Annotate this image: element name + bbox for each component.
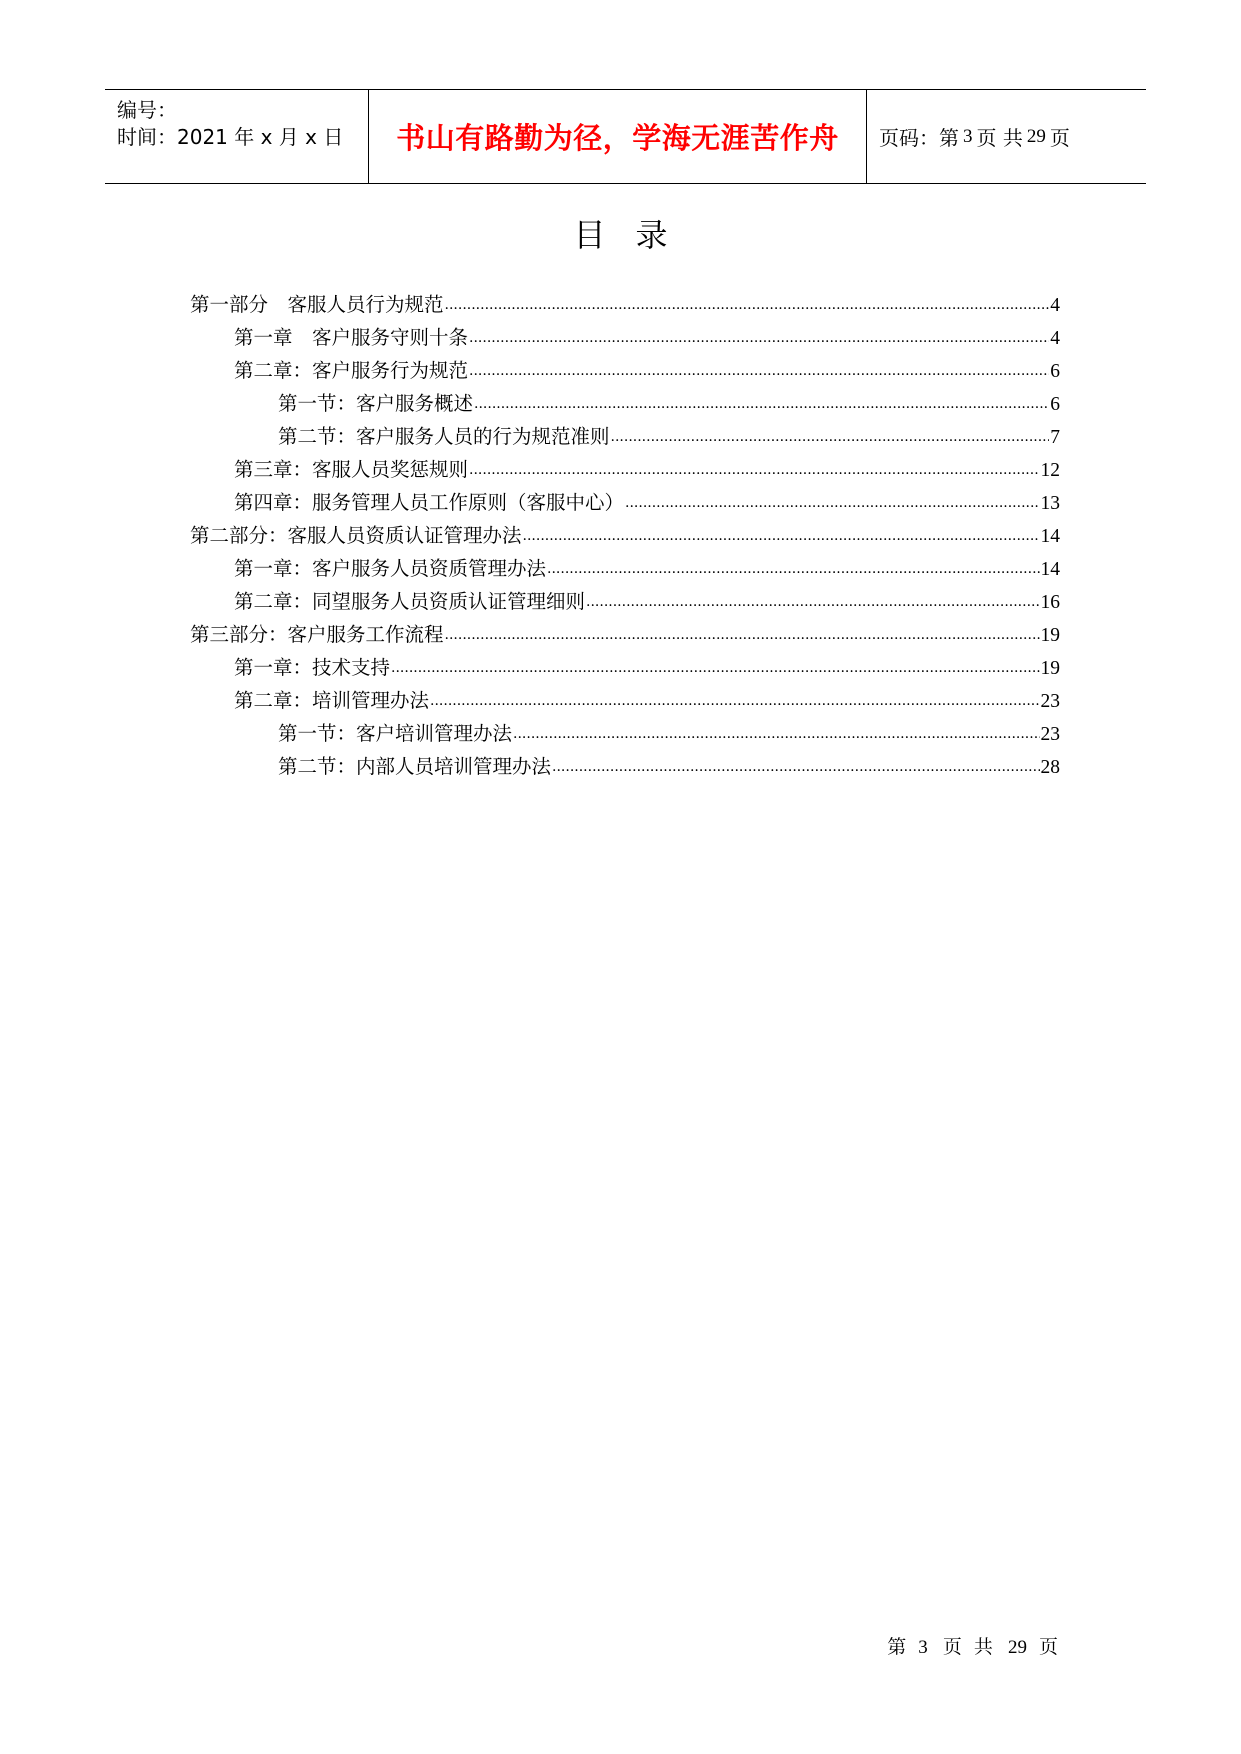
toc-entry-page: 7 bbox=[1050, 427, 1060, 448]
toc-entry[interactable] bbox=[190, 652, 1060, 685]
footer-page-current: 3 bbox=[918, 1637, 928, 1658]
table-of-contents bbox=[190, 289, 1060, 784]
toc-leader-dots bbox=[586, 589, 1039, 609]
footer-mid2: 共 bbox=[973, 1636, 993, 1658]
toc-entry-title: 第三部分：客户服务工作流程 bbox=[190, 623, 444, 646]
toc-entry[interactable] bbox=[190, 355, 1060, 388]
toc-entry-page: 6 bbox=[1050, 361, 1060, 382]
toc-leader-dots bbox=[430, 688, 1039, 708]
toc-entry[interactable] bbox=[190, 421, 1060, 454]
toc-entry-page: 4 bbox=[1050, 328, 1060, 349]
toc-entry-title: 第一节：客户服务概述 bbox=[278, 392, 474, 415]
toc-leader-dots bbox=[469, 358, 1049, 378]
toc-entry-page: 23 bbox=[1040, 724, 1060, 745]
toc-entry-page: 4 bbox=[1050, 295, 1060, 316]
toc-leader-dots bbox=[469, 457, 1039, 477]
toc-entry[interactable] bbox=[190, 619, 1060, 652]
footer-prefix: 第 bbox=[887, 1636, 907, 1658]
toc-entry[interactable] bbox=[190, 718, 1060, 751]
toc-entry[interactable] bbox=[190, 751, 1060, 784]
toc-leader-dots bbox=[445, 292, 1050, 312]
toc-entry[interactable] bbox=[190, 289, 1060, 322]
toc-leader-dots bbox=[445, 622, 1040, 642]
toc-leader-dots bbox=[391, 655, 1039, 675]
toc-entry-title: 第一节：客户培训管理办法 bbox=[278, 722, 513, 745]
toc-entry[interactable] bbox=[190, 685, 1060, 718]
toc-entry-title: 第二节：客户服务人员的行为规范准则 bbox=[278, 425, 610, 448]
header-page-current: 3 bbox=[963, 125, 973, 147]
toc-leader-dots bbox=[547, 556, 1039, 576]
toc-leader-dots bbox=[523, 523, 1040, 543]
toc-entry-title: 第四章：服务管理人员工作原则（客服中心） bbox=[234, 491, 625, 514]
toc-entry-page: 19 bbox=[1040, 625, 1060, 646]
toc-leader-dots bbox=[474, 391, 1049, 411]
toc-entry-page: 14 bbox=[1040, 559, 1060, 580]
toc-entry-title: 第二部分：客服人员资质认证管理办法 bbox=[190, 524, 522, 547]
toc-entry-title: 第三章：客服人员奖惩规则 bbox=[234, 458, 469, 481]
toc-leader-dots bbox=[469, 325, 1049, 345]
toc-entry-title: 第一部分 客服人员行为规范 bbox=[190, 293, 444, 316]
header-motto: 书山有路勤为径，学海无涯苦作舟 bbox=[396, 121, 839, 155]
toc-entry-title: 第二章：客户服务行为规范 bbox=[234, 359, 469, 382]
toc-entry-page: 16 bbox=[1040, 592, 1060, 613]
page-footer bbox=[0, 1632, 1058, 1659]
footer-suffix: 页 bbox=[1038, 1636, 1058, 1658]
footer-mid1: 页 bbox=[942, 1636, 962, 1658]
toc-entry-page: 23 bbox=[1040, 691, 1060, 712]
toc-entry-title: 第一章：技术支持 bbox=[234, 656, 391, 679]
toc-entry-title: 第一章：客户服务人员资质管理办法 bbox=[234, 557, 547, 580]
header-meta-cell bbox=[105, 90, 369, 183]
toc-leader-dots bbox=[625, 490, 1039, 510]
page-header bbox=[105, 89, 1146, 184]
toc-entry-page: 28 bbox=[1040, 757, 1060, 778]
toc-entry-page: 19 bbox=[1040, 658, 1060, 679]
toc-entry[interactable] bbox=[190, 322, 1060, 355]
toc-entry-title: 第二节：内部人员培训管理办法 bbox=[278, 755, 552, 778]
toc-entry-title: 第一章 客户服务守则十条 bbox=[234, 326, 469, 349]
document-time-label: 时间：2021 年 x 月 x 日 bbox=[117, 125, 344, 149]
toc-entry-page: 6 bbox=[1050, 394, 1060, 415]
toc-entry-page: 14 bbox=[1040, 526, 1060, 547]
toc-entry[interactable] bbox=[190, 454, 1060, 487]
toc-entry[interactable] bbox=[190, 586, 1060, 619]
toc-leader-dots bbox=[552, 754, 1039, 774]
header-page-total: 29 bbox=[1026, 125, 1046, 147]
document-number-label: 编号： bbox=[117, 98, 177, 122]
toc-leader-dots bbox=[513, 721, 1039, 741]
toc-entry-page: 13 bbox=[1040, 493, 1060, 514]
header-page-suffix: 页 bbox=[1049, 126, 1070, 150]
toc-entry[interactable] bbox=[190, 520, 1060, 553]
toc-title: 目录 bbox=[573, 216, 698, 254]
header-page-mid: 页 共 bbox=[976, 126, 1023, 150]
footer-page-total: 29 bbox=[1007, 1637, 1027, 1658]
toc-entry[interactable] bbox=[190, 388, 1060, 421]
toc-leader-dots bbox=[611, 424, 1050, 444]
toc-entry-title: 第二章：培训管理办法 bbox=[234, 689, 430, 712]
toc-entry[interactable] bbox=[190, 487, 1060, 520]
header-page-cell bbox=[867, 90, 1146, 183]
toc-entry[interactable] bbox=[190, 553, 1060, 586]
header-page-prefix: 页码：第 bbox=[879, 126, 959, 150]
toc-entry-title: 第二章：同望服务人员资质认证管理细则 bbox=[234, 590, 586, 613]
toc-entry-page: 12 bbox=[1040, 460, 1060, 481]
header-motto-cell bbox=[369, 90, 867, 183]
